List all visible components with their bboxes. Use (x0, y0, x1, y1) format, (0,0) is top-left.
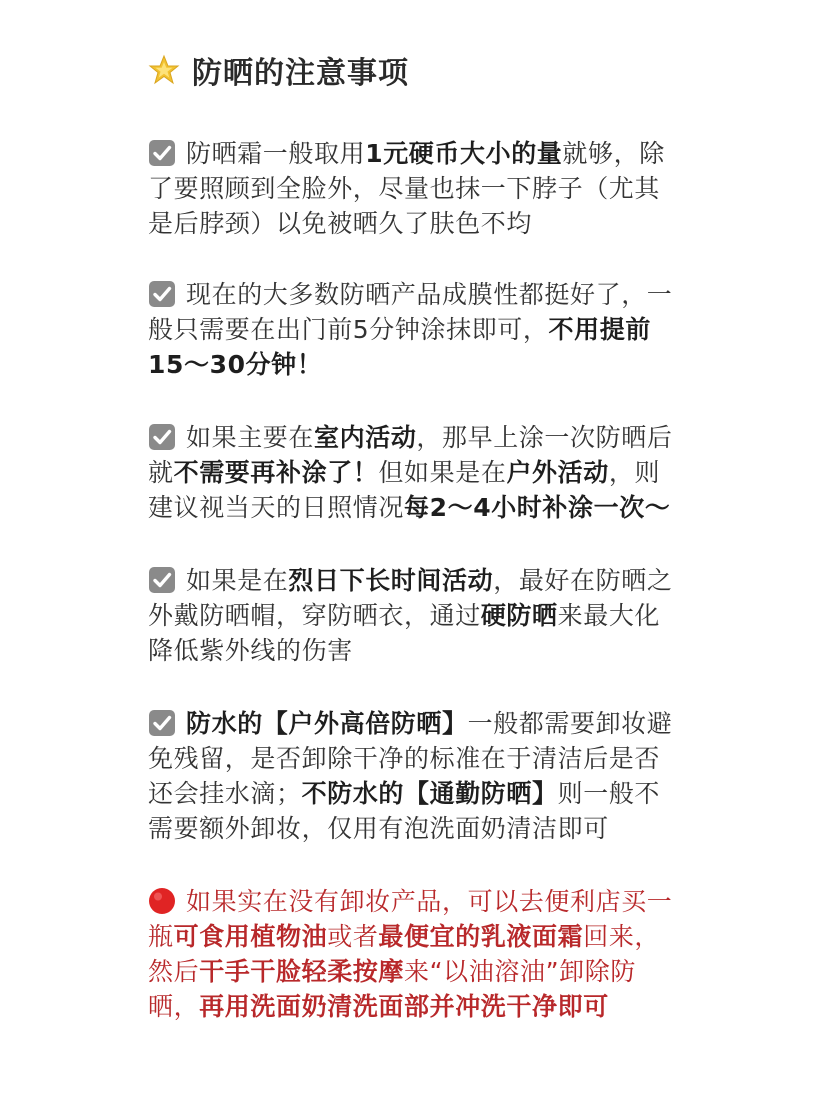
warning-text: 晒， (148, 992, 200, 1021)
warning-highlight: 最便宜的乳液面霜 (378, 922, 584, 951)
warning-text: 来“以油溶油”卸除防 (404, 957, 636, 986)
warning-text: 或者 (327, 922, 379, 951)
warning-text: 然后 (148, 957, 200, 986)
warning-tip (148, 884, 688, 1024)
tip-text: 则一般不 (557, 779, 661, 808)
tip-text: 但如果是在 (378, 458, 507, 487)
warning-line (148, 989, 688, 1024)
warning-line (148, 884, 688, 919)
tip-text: 来最大化 (557, 601, 661, 630)
tip-line: 降低紫外线的伤害 (148, 636, 353, 665)
check-box-icon (148, 423, 176, 451)
check-box-icon (148, 566, 176, 594)
tip-3 (148, 420, 688, 525)
tip-line (148, 490, 688, 525)
tip-text: ，最好在防晒之 (493, 566, 673, 595)
warning-line (148, 954, 688, 989)
tip-highlight: 烈日下长时间活动 (288, 566, 494, 595)
tip-4 (148, 563, 688, 668)
tip-text: 建议视当天的日照情况 (148, 493, 405, 522)
tip-text: ，那早上涂一次防晒后 (416, 423, 673, 452)
tip-highlight: 每2～4小时补涂一次～ (404, 493, 671, 522)
tip-text: ，则 (608, 458, 661, 487)
tip-line (148, 277, 688, 312)
tip-text: 般只需要在出门前5分钟涂抹即可， (148, 315, 549, 344)
tip-5 (148, 706, 688, 846)
warning-line (148, 919, 688, 954)
page-title (148, 48, 409, 92)
tip-line (148, 776, 688, 811)
check-box-icon (148, 280, 176, 308)
tip-line: 了要照顾到全脸外，尽量也抹一下脖子（尤其 (148, 174, 661, 203)
red-circle-icon (148, 887, 176, 915)
tip-highlight: 硬防晒 (480, 601, 558, 630)
tip-line (148, 706, 688, 741)
tip-text: 就 (148, 458, 174, 487)
tip-line (148, 136, 688, 171)
check-box-icon (148, 139, 176, 167)
tip-line: 需要额外卸妆，仅用有泡洗面奶清洁即可 (148, 814, 609, 843)
warning-highlight: 干手干脸轻柔按摩 (199, 957, 405, 986)
tip-text: 防晒霜一般取用 (186, 139, 366, 168)
tip-text: 如果是在 (186, 566, 289, 595)
tip-line (148, 563, 688, 598)
warning-highlight: 再用洗面奶清洗面部并冲洗干净即可 (199, 992, 609, 1021)
tip-line: 是后脖颈）以免被晒久了肤色不均 (148, 209, 533, 238)
tip-2 (148, 277, 688, 382)
tip-text: 如果主要在 (186, 423, 315, 452)
warning-text: 回来， (583, 922, 661, 951)
tip-text: 外戴防晒帽，穿防晒衣，通过 (148, 601, 481, 630)
tip-text: 现在的大多数防晒产品成膜性都挺好了，一 (186, 280, 673, 309)
tip-text: 还会挂水滴； (148, 779, 302, 808)
tip-line: 免残留，是否卸除干净的标准在于清洁后是否 (148, 744, 661, 773)
tip-line (148, 312, 688, 347)
warning-text: 如果实在没有卸妆产品，可以去便利店买一 (186, 887, 673, 916)
tip-highlight: 防水的【户外高倍防晒】 (186, 709, 468, 738)
tip-highlight: 不防水的【通勤防晒】 (301, 779, 558, 808)
tip-highlight: 户外活动 (506, 458, 609, 487)
check-box-icon (148, 709, 176, 737)
tip-highlight: 15～30分钟！ (148, 350, 323, 379)
warning-text: 瓶 (148, 922, 174, 951)
title-text: 防晒的注意事项 (192, 56, 409, 91)
tip-highlight: 室内活动 (314, 423, 417, 452)
tip-line (148, 455, 688, 490)
tip-highlight: 1元硬币大小的量 (365, 139, 563, 168)
tip-line (148, 420, 688, 455)
tip-highlight: 不用提前 (548, 315, 651, 344)
warning-highlight: 可食用植物油 (173, 922, 328, 951)
sparkle-star-icon (148, 54, 180, 86)
tip-1 (148, 136, 688, 241)
tip-text: 就够，除 (562, 139, 665, 168)
tip-line (148, 598, 688, 633)
tip-text: 一般都需要卸妆避 (467, 709, 673, 738)
tip-highlight: 不需要再补涂了！ (173, 458, 379, 487)
